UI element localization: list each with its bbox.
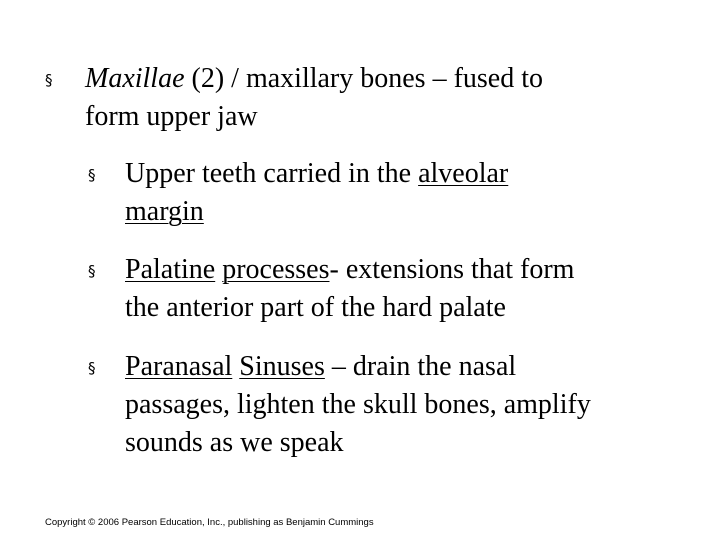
sub-point-alveolar <box>125 155 508 231</box>
term-palatine: Palatine <box>125 254 216 285</box>
bullet-icon: § <box>88 262 96 280</box>
sub-point-text-line2: passages, lighten the skull bones, amplify <box>125 389 591 420</box>
main-point <box>85 60 543 136</box>
term-processes: processes <box>222 254 330 285</box>
sub-point-text: - extensions that form <box>329 254 575 285</box>
term-margin: margin <box>125 196 204 227</box>
sub-point-text: – drain the nasal <box>324 351 517 382</box>
term-alveolar: alveolar <box>418 158 509 189</box>
main-point-text: (2) / maxillary bones – fused to <box>184 63 544 94</box>
bullet-icon: § <box>45 71 53 89</box>
copyright-notice: Copyright © 2006 Pearson Education, Inc., publishing as Benjamin Cummings <box>45 517 374 528</box>
main-point-text-line2: form upper jaw <box>85 101 258 132</box>
sub-point-text: Upper teeth carried in the <box>125 158 419 189</box>
term-sinuses: Sinuses <box>239 351 325 382</box>
sub-point-sinuses <box>125 348 591 462</box>
sub-point-palatine <box>125 251 574 327</box>
term-paranasal: Paranasal <box>125 351 233 382</box>
bullet-icon: § <box>88 359 96 377</box>
main-point-term: Maxillae <box>85 63 185 94</box>
sub-point-text-line2: the anterior part of the hard palate <box>125 292 506 323</box>
bullet-icon: § <box>88 166 96 184</box>
sub-point-text-line3: sounds as we speak <box>125 427 344 458</box>
